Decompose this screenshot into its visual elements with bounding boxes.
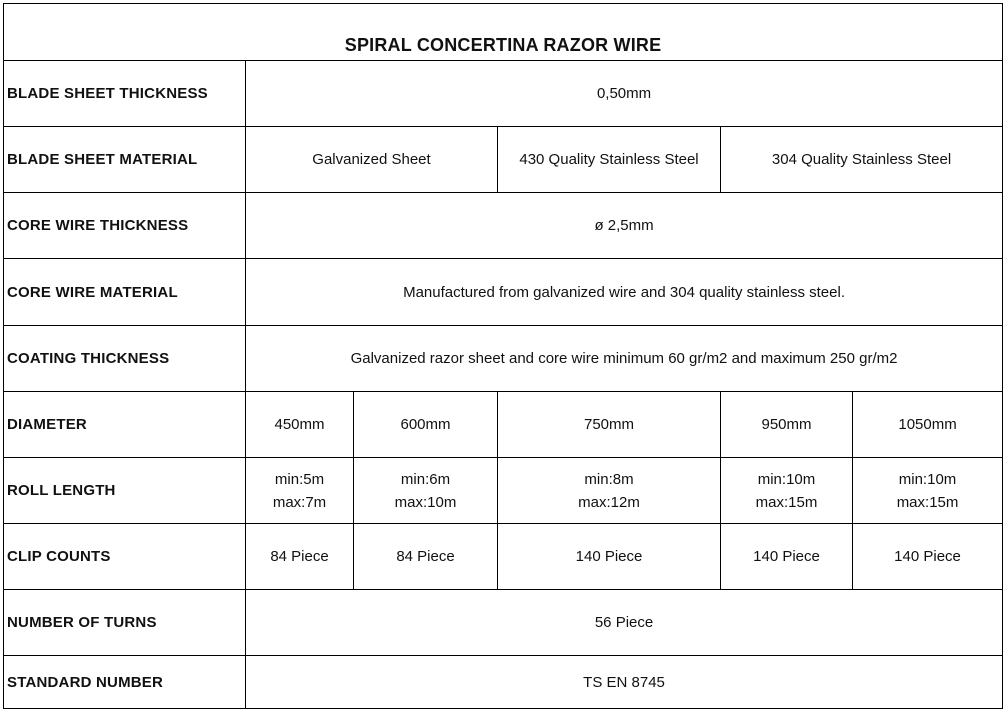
cell-value: 140 Piece — [853, 524, 1003, 590]
row-roll-length — [4, 458, 1003, 524]
row-label: CLIP COUNTS — [4, 524, 246, 590]
row-number-of-turns — [4, 590, 1003, 656]
roll-length-max: max:12m — [578, 493, 640, 511]
cell-value: ø 2,5mm — [246, 193, 1003, 259]
cell-value — [354, 458, 498, 524]
row-standard-number — [4, 656, 1003, 709]
cell-value: Galvanized Sheet — [246, 127, 498, 193]
cell-value: 0,50mm — [246, 61, 1003, 127]
row-label: DIAMETER — [4, 392, 246, 458]
row-clip-counts — [4, 524, 1003, 590]
row-coating-thickness — [4, 326, 1003, 392]
cell-value: 56 Piece — [246, 590, 1003, 656]
cell-value: 140 Piece — [721, 524, 853, 590]
row-diameter — [4, 392, 1003, 458]
roll-length-max: max:15m — [755, 493, 818, 511]
table-title: SPIRAL CONCERTINA RAZOR WIRE — [4, 4, 1003, 61]
title-row — [4, 4, 1003, 61]
roll-length-max: max:15m — [896, 493, 959, 511]
cell-value: 600mm — [354, 392, 498, 458]
cell-value: TS EN 8745 — [246, 656, 1003, 709]
roll-length-min: min:5m — [274, 470, 325, 488]
row-label: CORE WIRE THICKNESS — [4, 193, 246, 259]
cell-value — [498, 458, 721, 524]
cell-value: 750mm — [498, 392, 721, 458]
row-blade-sheet-thickness — [4, 61, 1003, 127]
row-label: BLADE SHEET THICKNESS — [4, 61, 246, 127]
row-blade-sheet-material — [4, 127, 1003, 193]
roll-length-min: min:6m — [400, 470, 451, 488]
row-core-wire-thickness — [4, 193, 1003, 259]
cell-value: 950mm — [721, 392, 853, 458]
row-label: BLADE SHEET MATERIAL — [4, 127, 246, 193]
specification-table — [3, 3, 1003, 709]
cell-value: 84 Piece — [354, 524, 498, 590]
row-label: ROLL LENGTH — [4, 458, 246, 524]
cell-value: 140 Piece — [498, 524, 721, 590]
cell-value — [853, 458, 1003, 524]
cell-value: 304 Quality Stainless Steel — [721, 127, 1003, 193]
cell-value: 1050mm — [853, 392, 1003, 458]
roll-length-min: min:10m — [898, 470, 957, 488]
roll-length-max: max:10m — [394, 493, 457, 511]
row-label: COATING THICKNESS — [4, 326, 246, 392]
row-label: CORE WIRE MATERIAL — [4, 259, 246, 326]
cell-value: 84 Piece — [246, 524, 354, 590]
roll-length-min: min:8m — [584, 470, 634, 488]
row-label: STANDARD NUMBER — [4, 656, 246, 709]
cell-value: Manufactured from galvanized wire and 304 quality stainless steel. — [246, 259, 1003, 326]
row-label: NUMBER OF TURNS — [4, 590, 246, 656]
cell-value — [721, 458, 853, 524]
cell-value — [246, 458, 354, 524]
row-core-wire-material — [4, 259, 1003, 326]
cell-value: 450mm — [246, 392, 354, 458]
cell-value: 430 Quality Stainless Steel — [498, 127, 721, 193]
cell-value: Galvanized razor sheet and core wire minimum 60 gr/m2 and maximum 250 gr/m2 — [246, 326, 1003, 392]
roll-length-min: min:10m — [757, 470, 816, 488]
roll-length-max: max:7m — [272, 493, 327, 511]
